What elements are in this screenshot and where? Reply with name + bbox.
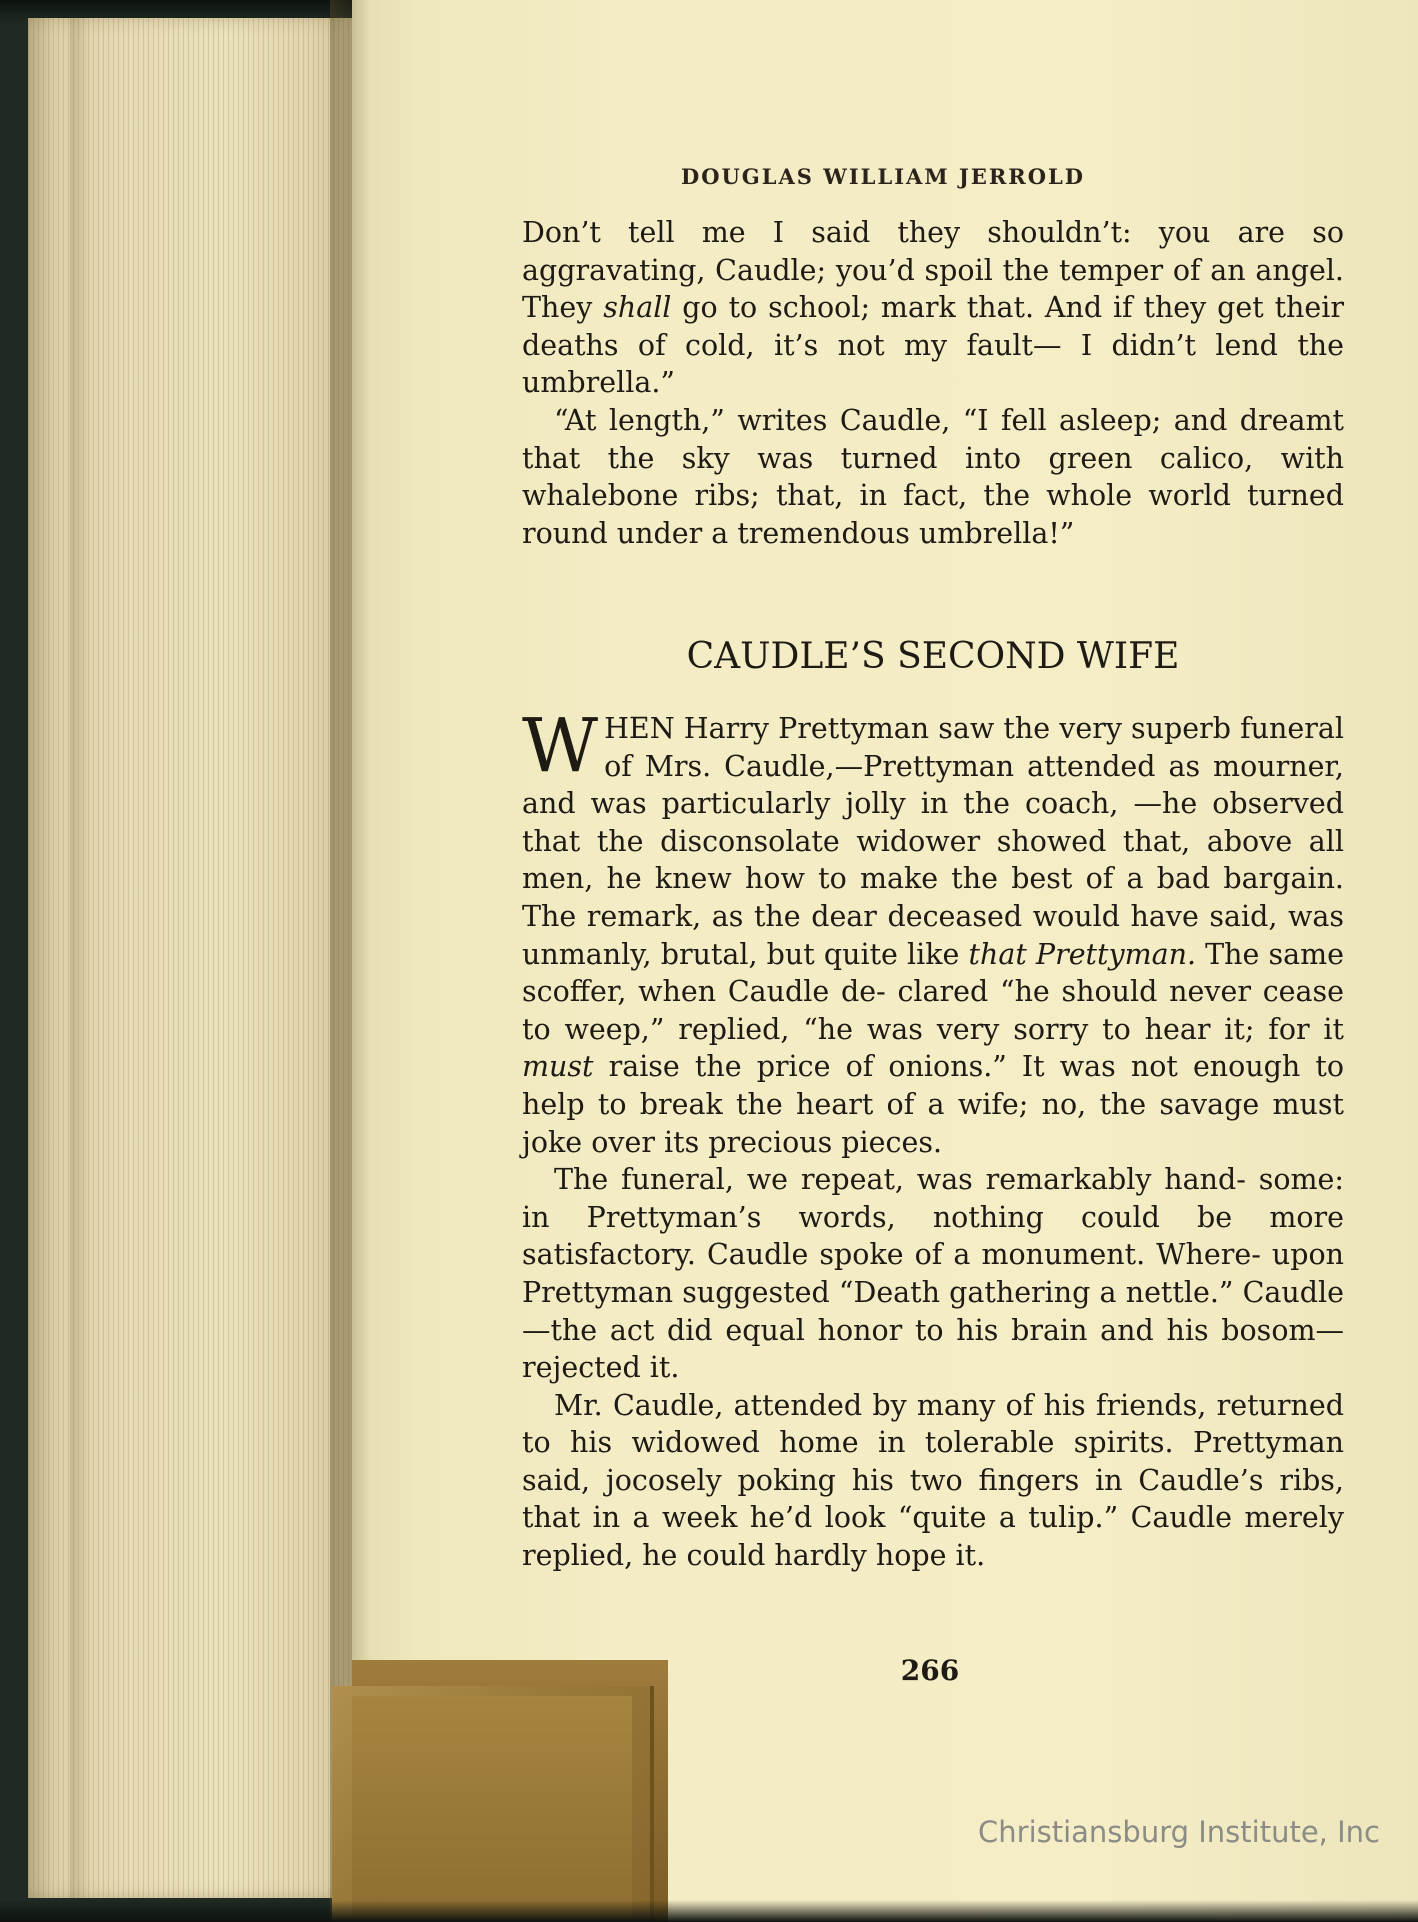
paragraph: Mr. Caudle, attended by many of his friends, returned to his widowed home in tolerable spirits. Prettyman said, jocosely poking his two fingers in Caudle’s ribs, that in a week he’d look “quite a tulip.” Caudle merely replied, he could hardly hope it. (522, 1388, 1344, 1573)
paragraph: The funeral, we repeat, was remarkably hand- some: in Prettyman’s words, nothing could be more satisfactory. Caudle spoke of a monument. Where- upon Prettyman suggested “Death gathering a nettle.” Caudle—the act did equal honor to his brain and his bosom—rejected it. (522, 1163, 1344, 1385)
section-title: CAUDLE’S SECOND WIFE (686, 636, 1180, 677)
story-text (522, 703, 1344, 1575)
running-head: DOUGLAS WILLIAM JERROLD (680, 164, 1085, 189)
italic-text: must (522, 1050, 594, 1084)
watermark: Christiansburg Institute, Inc (978, 1815, 1380, 1849)
page-gutter (330, 0, 370, 1922)
paragraph (522, 703, 1344, 1161)
bottom-shadow (0, 1900, 1418, 1922)
drop-cap: W (522, 703, 599, 789)
text-span: go to school; mark that. And if they get their deaths of cold, it’s not my fault— I didn’t lend the umbrella.” (522, 291, 1344, 400)
text-span: raise the price of onions.” It was not enough to help to break the heart of a wife; no, the savage must joke over its precious pieces. (522, 1050, 1344, 1159)
continuation-text (522, 214, 1344, 552)
paragraph (522, 214, 1344, 402)
italic-text: shall (603, 291, 672, 325)
italic-text: that Prettyman. (968, 937, 1196, 971)
text-span: The same scoffer, when Caudle de- clared “he should never cease to weep,” replied, “he was very sorry to hear it; for it (522, 937, 1344, 1046)
text-span: Don’t tell me I said they shouldn’t: you are so aggravating, Caudle; you’d spoil the temper of an angel. They (522, 216, 1344, 325)
text-span: HEN Harry Prettyman saw the very superb funeral of Mrs. Caudle,—Prettyman attended as mourner, and was particularly jolly in the coach, —he observed that the disconsolate widower showed that, above all men, he knew how to make the best of a bad bargain. The remark, as the dear deceased would have said, was unmanly, brutal, but quite like (522, 712, 1344, 971)
page-number: 266 (900, 1654, 960, 1687)
edge-shadow (70, 18, 90, 1898)
bookstand-face (352, 1696, 632, 1922)
paragraph: “At length,” writes Caudle, “I fell asleep; and dreamt that the sky was turned into green calico, with whalebone ribs; that, in fact, the whole world turned round under a tremendous umbrella!” (522, 403, 1344, 550)
